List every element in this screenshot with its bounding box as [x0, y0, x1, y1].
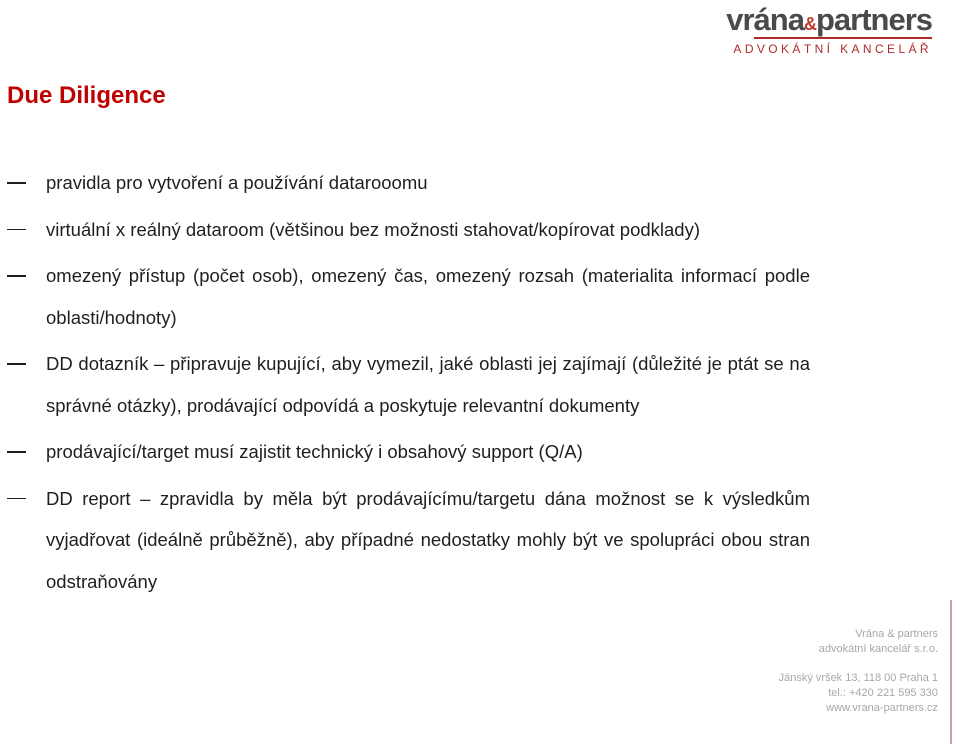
page-title: Due Diligence: [7, 82, 166, 109]
logo-wordmark: [726, 2, 932, 42]
bullet-item: [0, 478, 810, 603]
footer-contact: [779, 671, 938, 716]
bullet-item: [0, 343, 810, 426]
bullet-text: DD report – zpravidla by měla být prodávajícímu/targetu dána možnost se k výsledkům vyjadřovat (ideálně průběžně), aby případné nedostatky mohly být ve spolupráci obou stran odstraňovány: [46, 487, 810, 592]
dash-bullet-icon: [7, 182, 26, 184]
footer-company-name: Vrána & partners: [855, 628, 938, 640]
bullet-list: [0, 162, 860, 602]
logo-divider: [754, 37, 932, 39]
footer-vertical-divider: [950, 600, 952, 744]
footer-web-link[interactable]: www.vrana-partners.cz: [826, 702, 938, 714]
logo-word-partners: partners: [815, 2, 932, 37]
bullet-item: [0, 162, 810, 204]
bullet-item: [0, 255, 810, 338]
bullet-item: [0, 209, 810, 251]
bullet-text: omezený přístup (počet osob), omezený čas, omezený rozsah (materialita informací podle oblasti/hodnoty): [46, 265, 810, 328]
logo-ampersand: &: [803, 14, 816, 34]
company-logo: [726, 2, 932, 60]
bullet-text: prodávající/target musí zajistit technický i obsahový support (Q/A): [46, 441, 583, 462]
footer-company-type: advokátní kancelář s.r.o.: [818, 643, 938, 655]
bullet-text: virtuální x reálný dataroom (většinou bez možnosti stahovat/kopírovat podklady): [46, 218, 700, 240]
logo-word-vrana: vrána: [726, 2, 804, 37]
dash-bullet-icon: [7, 498, 26, 500]
dash-bullet-icon: [7, 275, 26, 277]
logo-subtitle: ADVOKÁTNÍ KANCELÁŘ: [733, 42, 932, 56]
dash-bullet-icon: [7, 451, 26, 453]
bullet-text: pravidla pro vytvoření a používání datarooomu: [46, 172, 428, 193]
footer-phone: tel.: +420 221 595 330: [828, 687, 938, 699]
footer-company: [819, 627, 938, 657]
footer-address: Jánský vršek 13, 118 00 Praha 1: [778, 672, 938, 684]
bullet-text: DD dotazník – připravuje kupující, aby vymezil, jaké oblasti jej zajímají (důležité je ptát se na správné otázky), prodávající odpovídá a poskytuje relevantní dokumenty: [46, 353, 810, 416]
bullet-item: [0, 431, 810, 473]
dash-bullet-icon: [7, 363, 26, 365]
dash-bullet-icon: [7, 229, 26, 231]
